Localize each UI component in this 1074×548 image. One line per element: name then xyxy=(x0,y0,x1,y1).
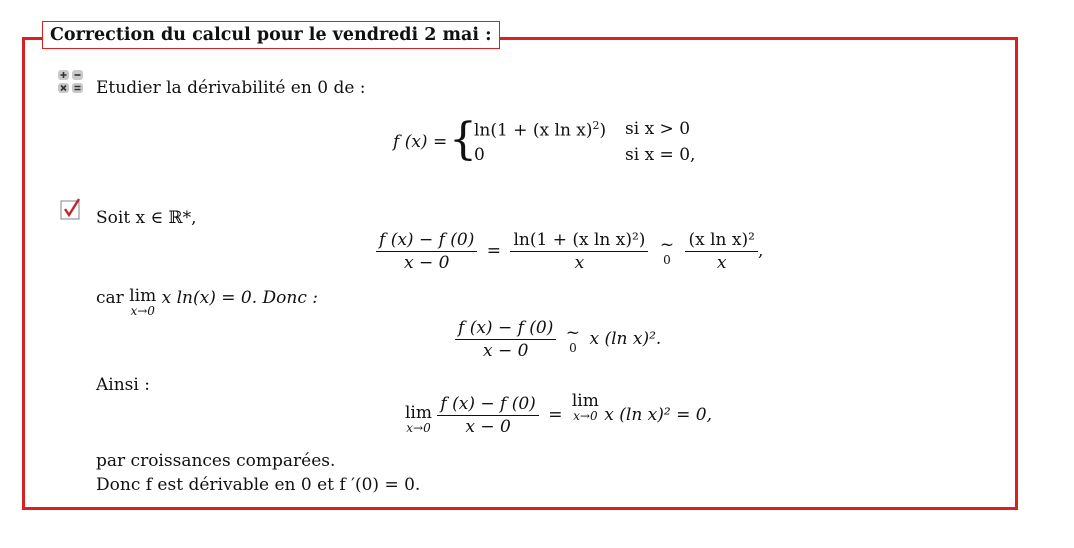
case2-expression: 0 xyxy=(474,145,485,165)
soit-line: Soit x ∈ ℝ*, xyxy=(96,208,197,228)
case2-condition: si x = 0, xyxy=(625,145,696,165)
eq3-limit-2: lim x→0 xyxy=(571,391,599,423)
car-limit: lim x→0 xyxy=(129,286,157,318)
car-line: car lim x→0 x ln(x) = 0. Donc : xyxy=(96,286,318,318)
eq1-fraction-3: $\frac{\text{(x ln x)²}}{x}$ xyxy=(685,229,757,274)
function-lhs: f (x) = xyxy=(393,132,448,152)
case1-expression: ln(1 + (x ln x)$^2$) xyxy=(474,119,607,141)
ainsi-line: Ainsi : xyxy=(96,375,150,395)
equation-2: $\frac{f (x) - f (0)}{x - 0}$ ~ 0 x (ln x)². xyxy=(455,317,661,362)
exercise-prompt: Etudier la dérivabilité en 0 de : xyxy=(96,78,366,98)
section-title: Correction du calcul pour le vendredi 2 mai : xyxy=(42,21,500,49)
eq2-equivalent: ~ 0 xyxy=(565,323,581,355)
brace: { xyxy=(449,114,477,165)
equation-3: lim x→0 $\frac{f (x) - f (0)}{x - 0}$ = lim x→0 x (ln x)² = 0, xyxy=(405,391,712,437)
eq1-equivalent: ~ 0 xyxy=(659,235,675,267)
conclusion-line: Donc f est dérivable en 0 et f ′(0) = 0. xyxy=(96,475,421,495)
eq2-fraction: $\frac{f (x) - f (0)}{x - 0}$ xyxy=(455,317,556,362)
eq1-fraction-2: $\frac{\text{ln(1 + (x ln x)²)}}{x}$ xyxy=(510,229,648,274)
case1-condition: si x > 0 xyxy=(625,119,691,139)
checkbox-checked-icon xyxy=(60,198,82,220)
eq1-fraction-1: $\frac{f (x) - f (0)}{x - 0}$ xyxy=(376,229,477,274)
equation-1: $\frac{f (x) - f (0)}{x - 0}$ = $\frac{\text{ln(1 + (x ln x)²)}}{x}$ ~ 0 $\frac{\text{(x ln x)²}}{x}$ , xyxy=(376,229,763,274)
calculator-icon xyxy=(57,69,85,95)
eq3-fraction: $\frac{f (x) - f (0)}{x - 0}$ xyxy=(437,393,538,438)
eq3-limit-1: lim x→0 xyxy=(405,403,432,435)
croissances-line: par croissances comparées. xyxy=(96,451,336,471)
